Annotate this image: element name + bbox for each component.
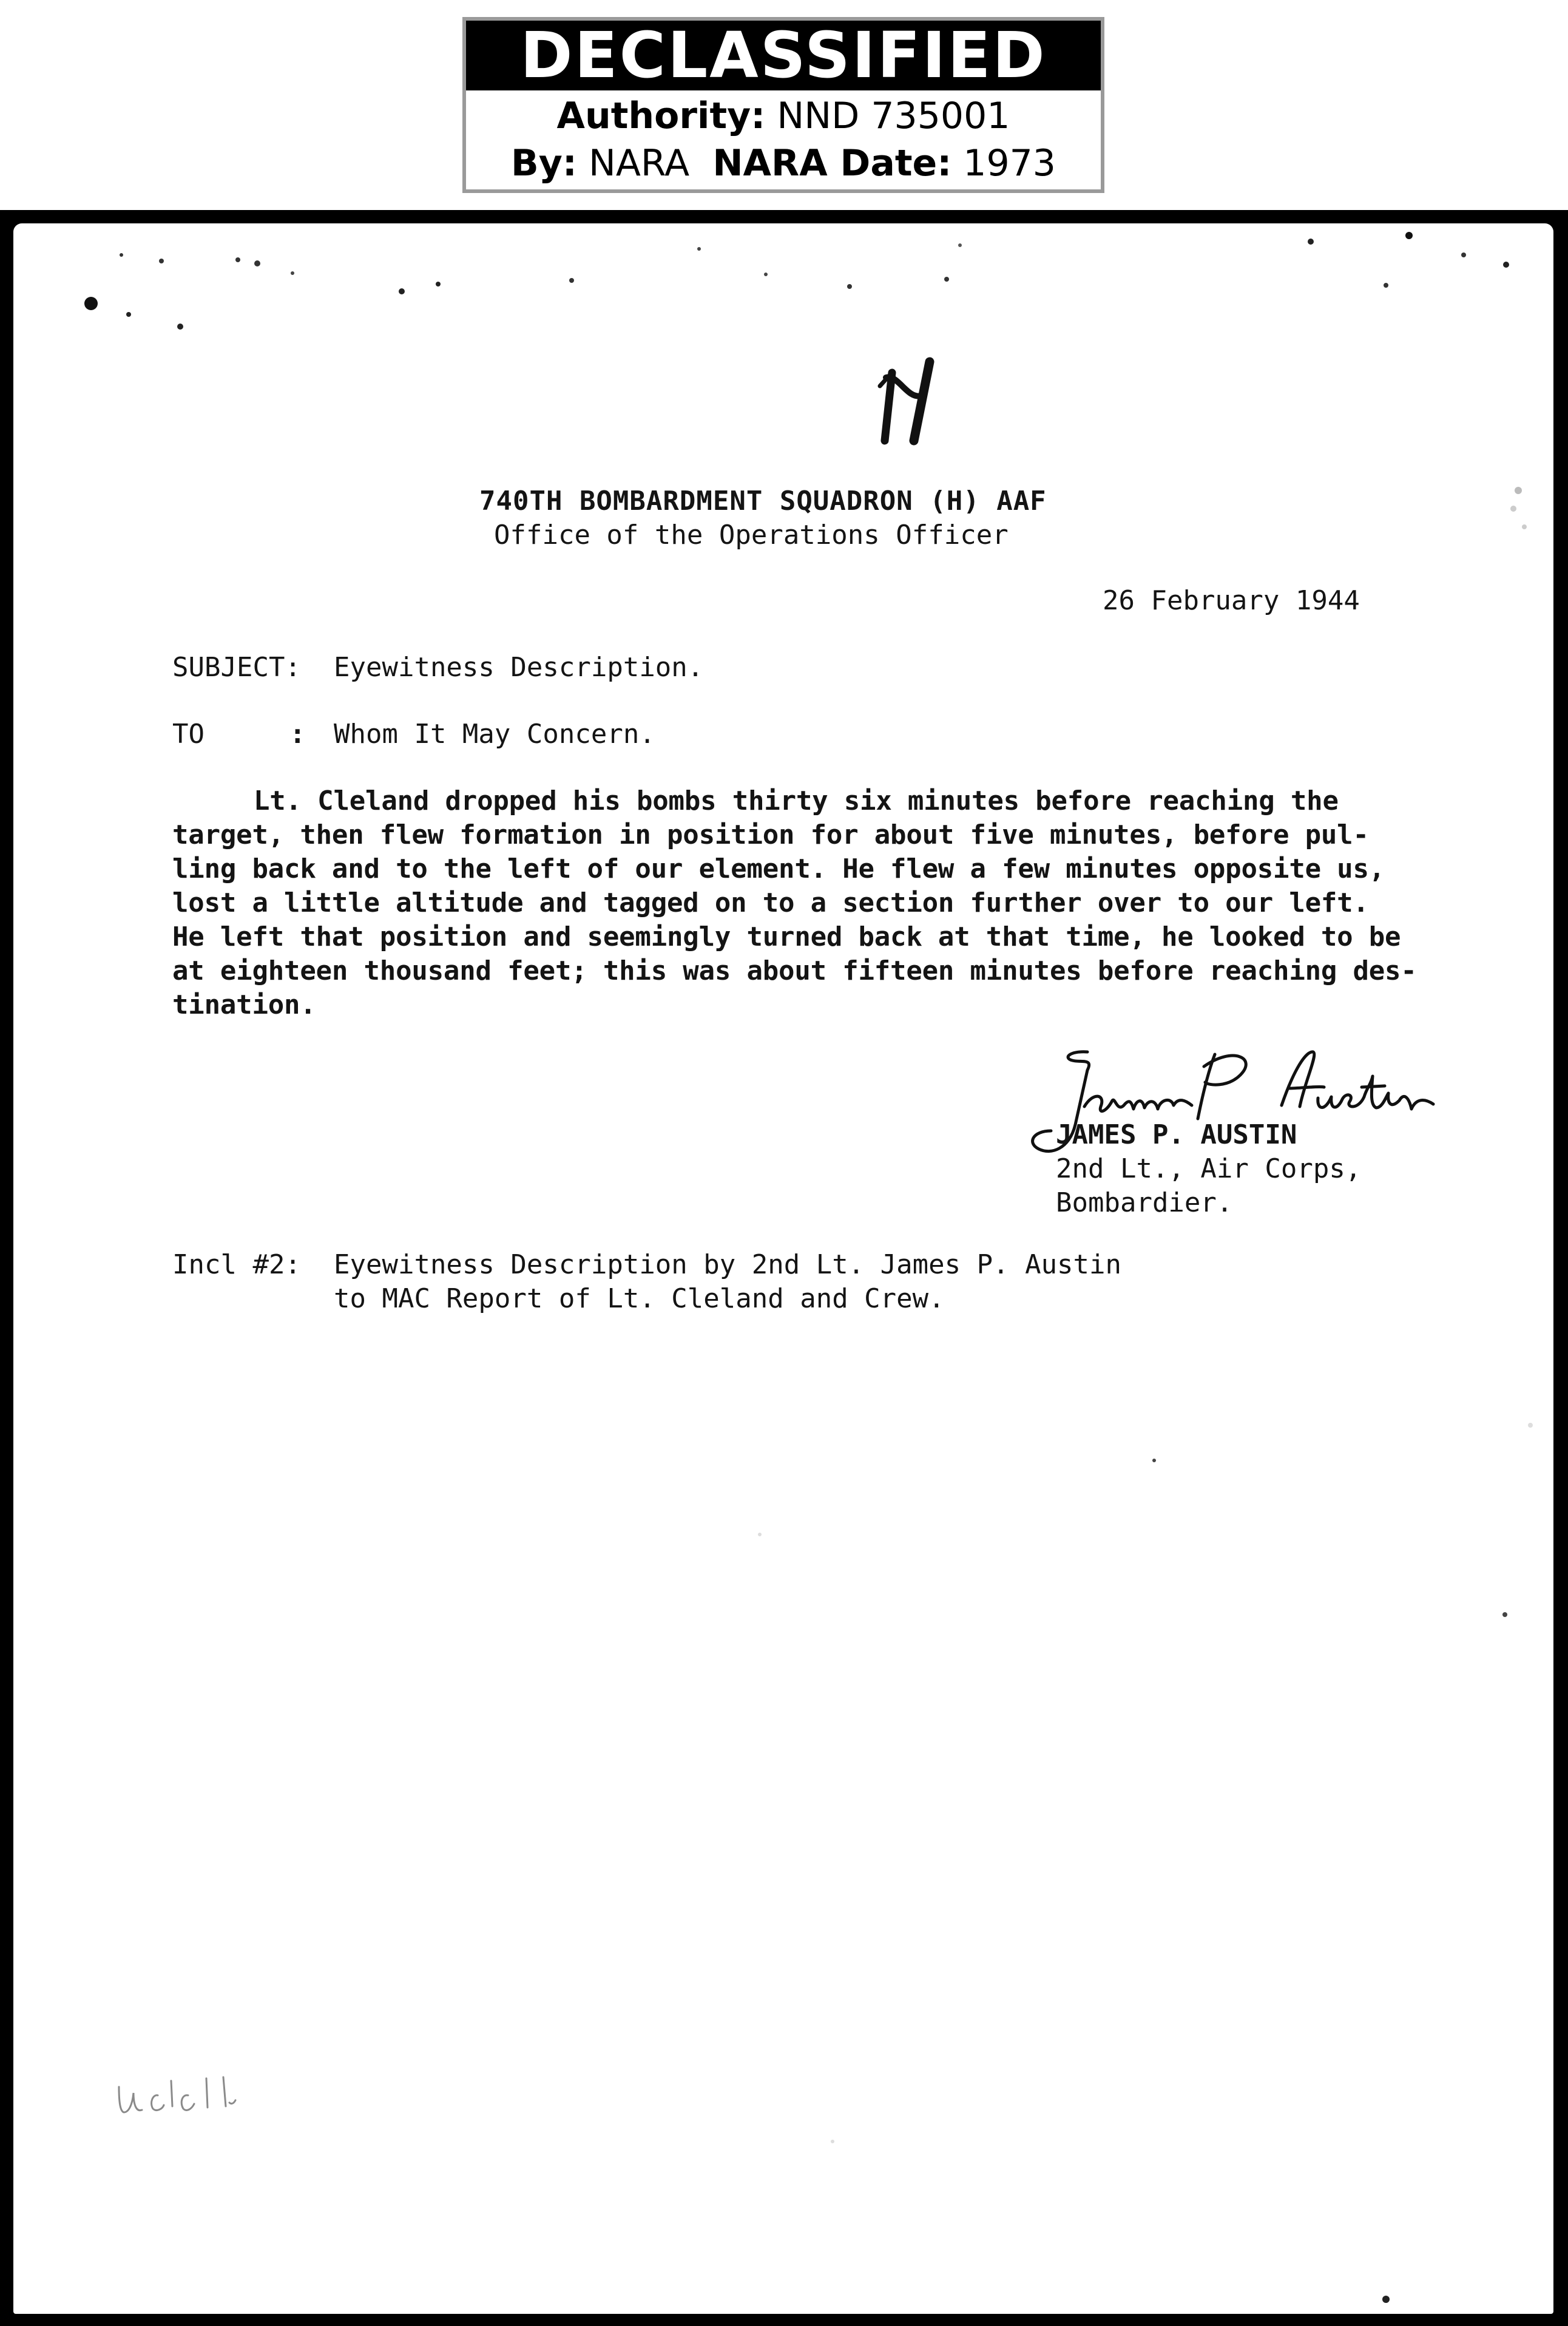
to-value: Whom It May Concern.	[334, 719, 655, 750]
stamp-date-label: NARA Date:	[712, 142, 952, 185]
pencil-notation	[110, 2069, 292, 2129]
stamp-authority-line	[466, 95, 1101, 137]
stamp-by-label: By:	[511, 142, 577, 185]
body-line: He left that position and seemingly turned back at that time, he looked to be	[172, 921, 1401, 952]
body-line: ling back and to the left of our element. He flew a few minutes opposite us,	[172, 853, 1385, 884]
declassified-stamp	[462, 17, 1104, 193]
body-line: tination.	[172, 989, 316, 1020]
signer-title: Bombardier.	[1056, 1187, 1233, 1218]
stamp-by-line	[466, 142, 1101, 185]
subject-label: SUBJECT:	[172, 652, 301, 683]
unit-heading: 740TH BOMBARDMENT SQUADRON (H) AAF	[479, 486, 1047, 517]
office-heading: Office of the Operations Officer	[494, 520, 1009, 551]
signer-name: JAMES P. AUSTIN	[1056, 1119, 1297, 1150]
paper-sheet	[13, 223, 1553, 2314]
to-label: TO	[172, 719, 204, 750]
stamp-authority-label: Authority:	[556, 95, 766, 137]
scanned-page	[0, 210, 1568, 2326]
signer-rank: 2nd Lt., Air Corps,	[1056, 1153, 1362, 1184]
memo-date: 26 February 1944	[1103, 585, 1360, 616]
to-colon: :	[289, 719, 306, 750]
stamp-authority-value: NND 735001	[777, 95, 1010, 137]
body-line: Lt. Cleland dropped his bombs thirty six minutes before reaching the	[254, 785, 1339, 816]
body-line: target, then flew formation in position for about five minutes, before pul-	[172, 819, 1369, 850]
stamp-date-value: 1973	[963, 142, 1056, 185]
inclosure-label: Incl #2:	[172, 1249, 301, 1280]
body-line: at eighteen thousand feet; this was about fifteen minutes before reaching des-	[172, 955, 1417, 986]
stamp-by-value: NARA	[588, 142, 690, 185]
inclosure-line: to MAC Report of Lt. Cleland and Crew.	[334, 1283, 945, 1314]
inclosure-line: Eyewitness Description by 2nd Lt. James P. Austin	[334, 1249, 1122, 1280]
subject-value: Eyewitness Description.	[334, 652, 704, 683]
stamp-title: DECLASSIFIED	[466, 21, 1101, 90]
file-mark-h	[874, 356, 941, 447]
body-line: lost a little altitude and tagged on to a section further over to our left.	[172, 887, 1369, 918]
